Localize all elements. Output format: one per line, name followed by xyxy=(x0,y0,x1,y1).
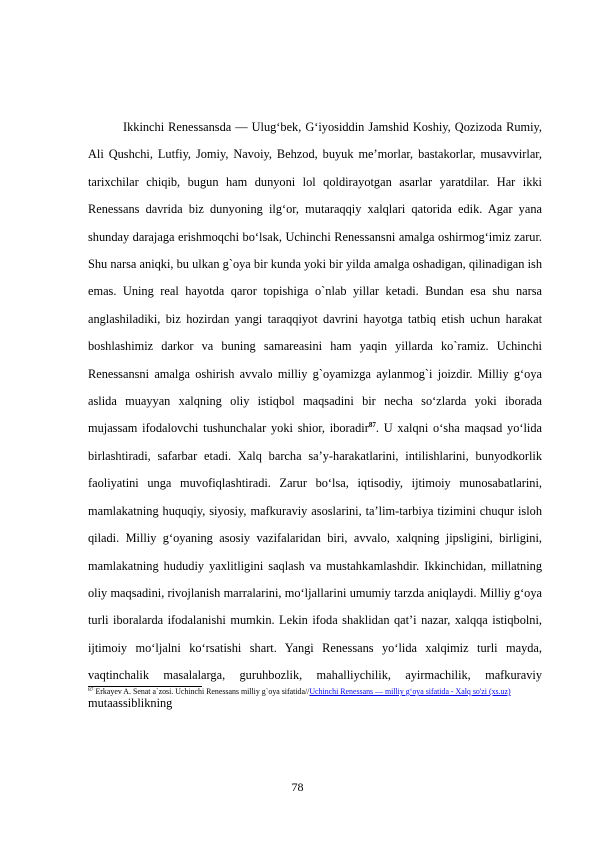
body-paragraph xyxy=(88,114,542,717)
footnote-mark: 87 xyxy=(88,687,94,693)
footnote-text: Erkayev A. Senat a`zosi. Uchinchi Renessans milliy g`oya sifatida// xyxy=(93,687,310,696)
footnote-link[interactable]: Uchinchi Renessans — milliy g‘oya sifatida - Xalq so'zi (xs.uz) xyxy=(309,687,511,696)
page-number: 78 xyxy=(291,780,304,794)
paragraph-text-part-1: Ikkinchi Renessansda — Ulug‘bek, G‘iyosiddin Jamshid Koshiy, Qozizoda Rumiy, Ali Qushchi, Lutfiy, Jomiy, Navoiy, Behzod, buyuk me’morlar, bastakorlar, musavvirlar, tarixchilar chiqib, bugun ham dunyoni lol qoldirayotgan asarlar yaratdilar. Har ikki Renessans davrida biz dunyoning ilg‘or, mutaraqqiy xalqlari qatorida edik. Agar yana shunday darajaga erishmoqchi bo‘lsak, Uchinchi Renessansni amalga oshirmog‘imiz zarur. Shu narsa aniqki, bu ulkan g`oya bir kunda yoki bir yilda amalga oshadigan, qilinadigan ish emas. Uning real hayotda qaror topishiga o`nlab yillar ketadi. Bundan esa shu narsa anglashiladiki, biz hozirdan yangi taraqqiyot davrini hayotga tatbiq etish uchun harakat boshlashimiz darkor va buning samareasini ham yaqin yillarda ko`ramiz. Uchinchi Renessansni amalga oshirish avvalo milliy g`oyamizga aylanmog`i joizdir. Milliy g‘oya aslida muayyan xalqning oliy istiqbol maqsadini bir necha so‘zlarda yoki iborada mujassam ifodalovchi tushunchalar yoki shior, iboradir xyxy=(88,120,542,436)
footnote-reference[interactable]: 87 xyxy=(368,421,376,430)
footnote xyxy=(88,687,542,697)
paragraph-text-part-2: . U xalqni o‘sha maqsad yo‘lida birlashtiradi, safarbar etadi. Xalq barcha sa’y-harakatlarini, intilishlarini, bunyodkorlik faoliyatini unga muvofiqlashtiradi. Zarur bo‘lsa, iqtisodiy, ijtimoiy munosabatlarini, mamlakatning huquqiy, siyosiy, mafkuraviy asoslarini, ta’lim-tarbiya tizimini chuqur isloh qiladi. Milliy g‘oyaning asosiy vazifalaridan biri, avvalo, xalqning jipsligini, birligini, mamlakatning hududiy yaxlitligini saqlash va mustahkamlashdir. Ikkinchidan, millatning oliy maqsadini, rivojlanish marralarini, mo‘ljallarini umumiy tarzda aniqlaydi. Milliy g‘oya turli iboralarda ifodalanishi mumkin. Lekin ifoda shaklidan qat’i nazar, xalqqa istiqbolni, ijtimoiy mo‘ljalni ko‘rsatishi shart. Yangi Renessans yo‘lida xalqimiz turli mayda, vaqtinchalik masalalarga, guruhbozlik, mahalliychilik, ayirmachilik, mafkuraviy mutaassiblikning xyxy=(88,421,542,710)
